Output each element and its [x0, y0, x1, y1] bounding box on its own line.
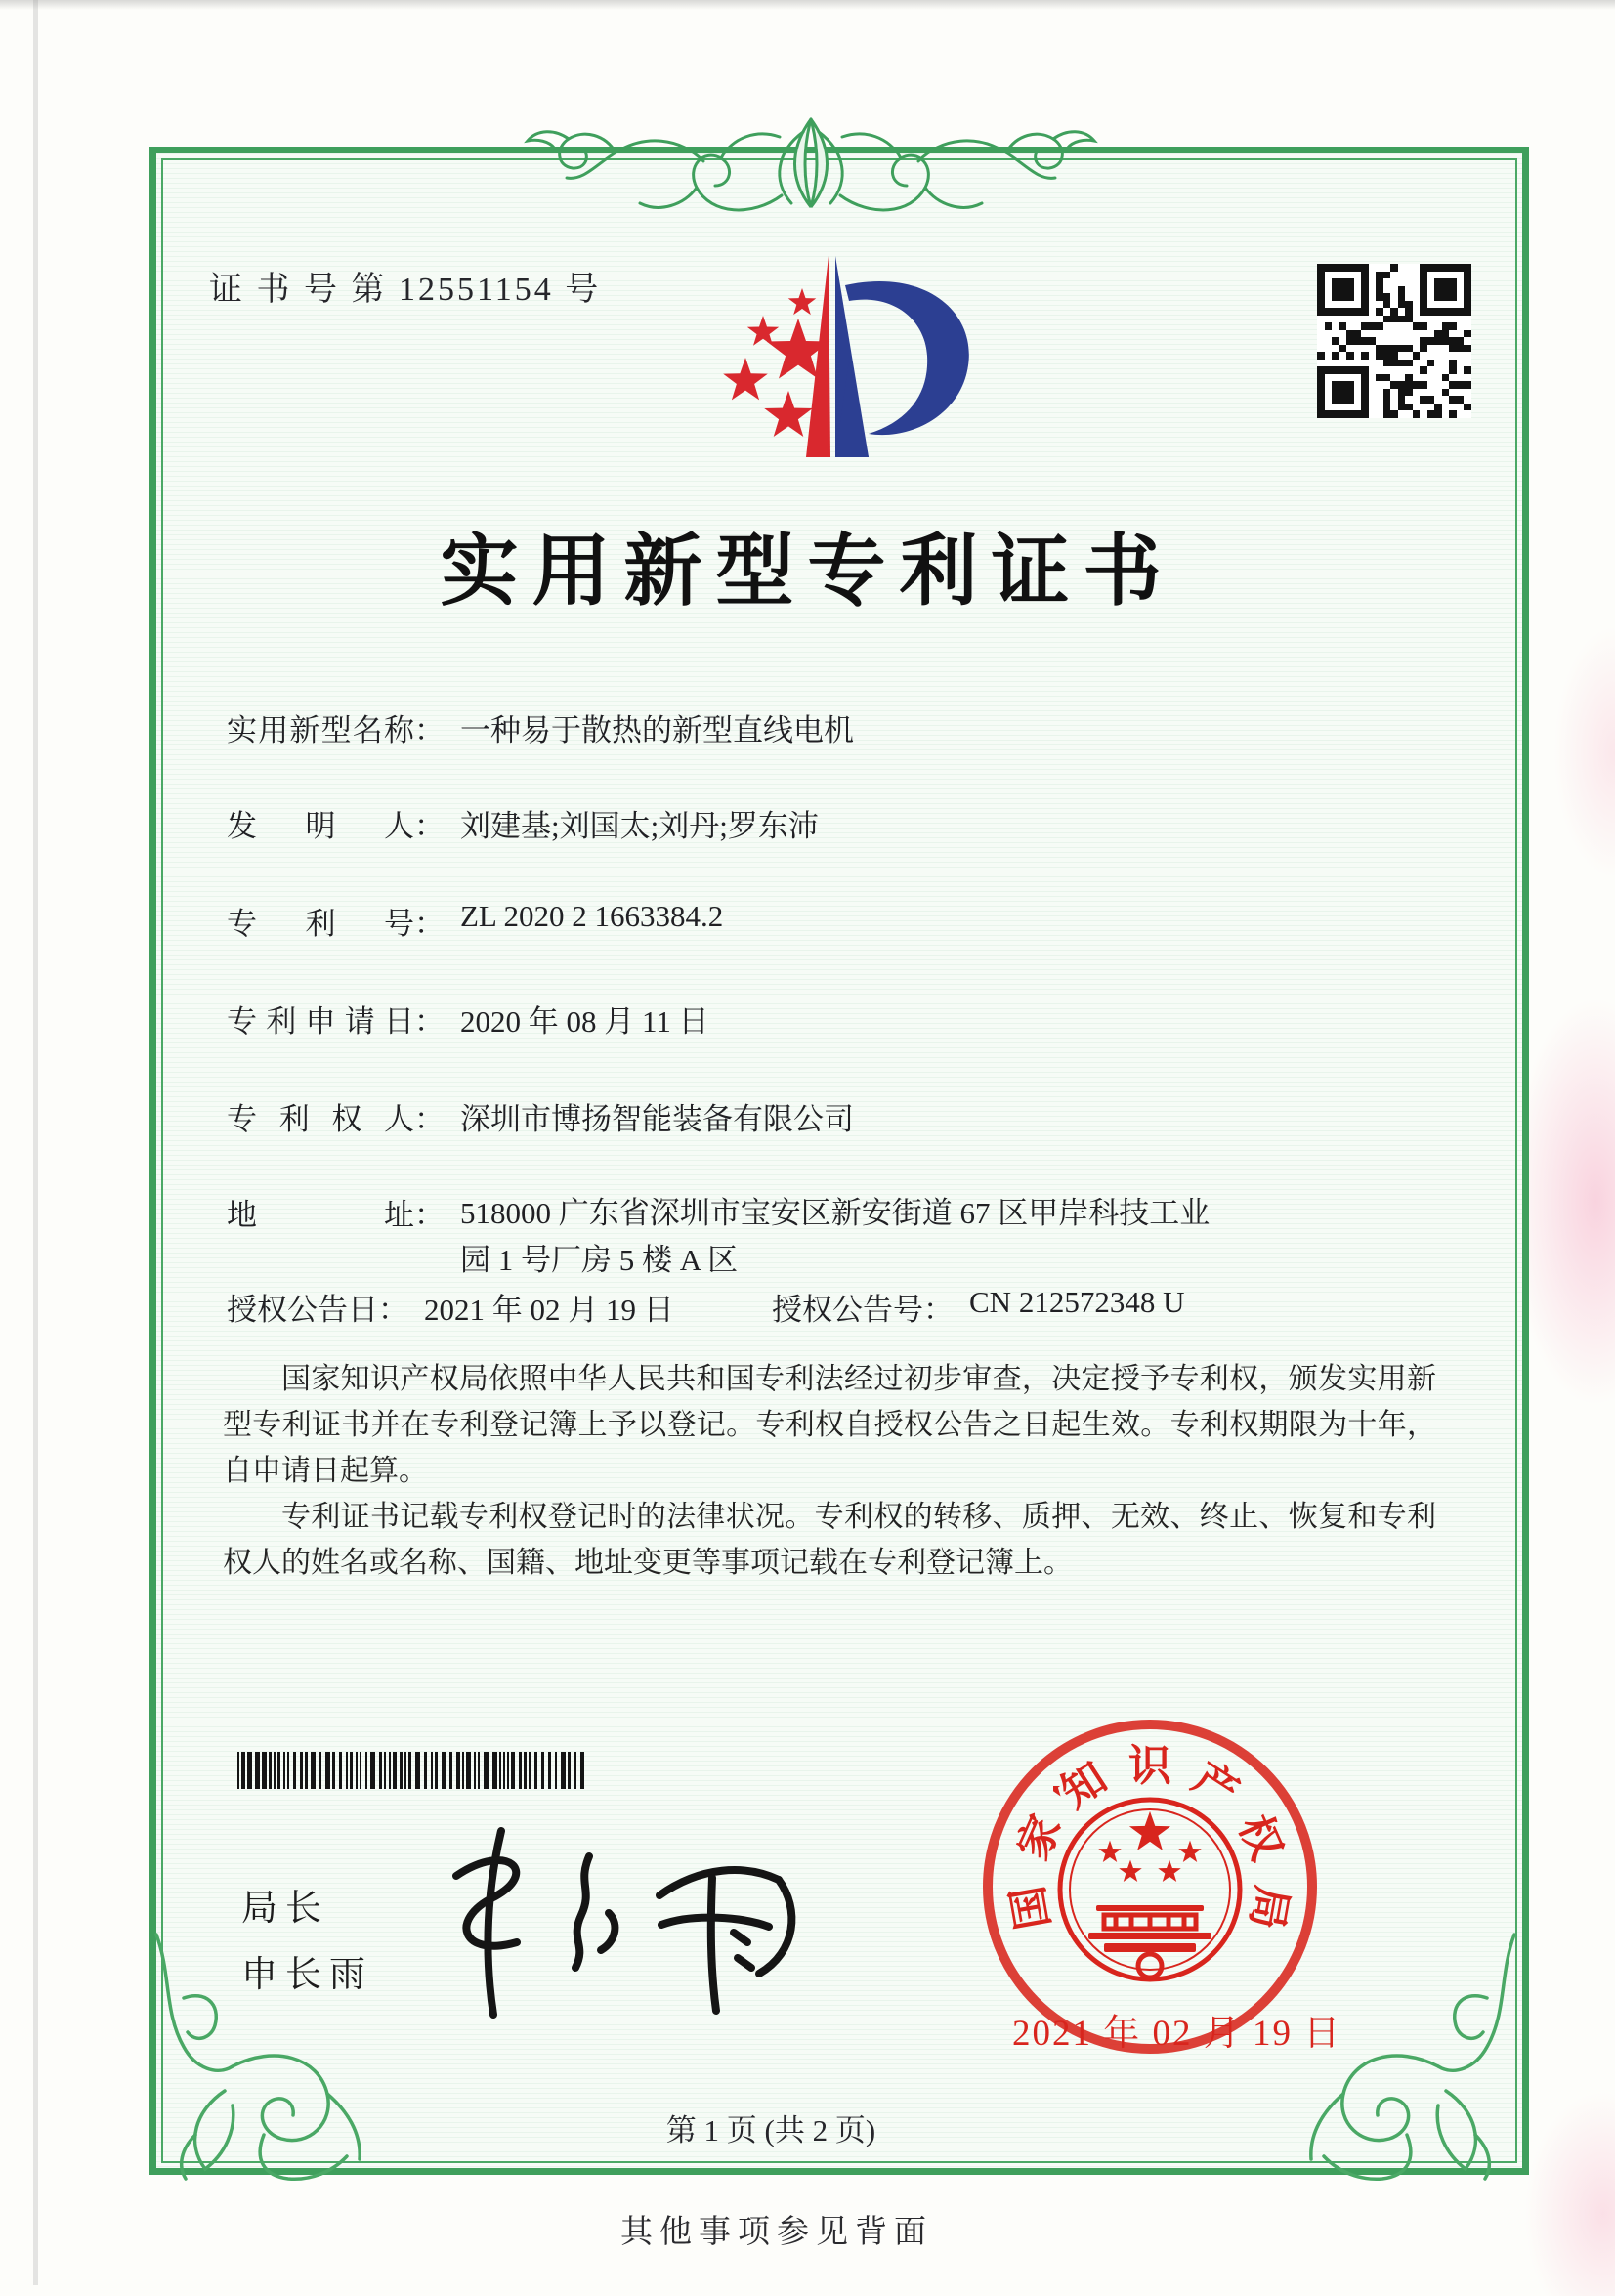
seal-ring-char: 家 — [1008, 1807, 1071, 1867]
field-utility-model-name — [227, 705, 854, 749]
field-value — [460, 1190, 1466, 1284]
colon: ： — [378, 1293, 408, 1327]
seal-ring-char: 权 — [1229, 1807, 1292, 1867]
certificate-number: 证 书 号 第 12551154 号 — [209, 272, 602, 308]
colon: ： — [414, 1004, 445, 1039]
colon: ： — [414, 713, 445, 747]
field-value: 2020 年 08 月 11 日 — [460, 1004, 709, 1039]
field-patentee — [227, 1094, 854, 1138]
legal-text-block — [223, 1356, 1436, 1586]
back-side-note: 其他事项参见背面 — [620, 2215, 933, 2250]
colon: ： — [414, 1102, 445, 1136]
field-value: ZL 2020 2 1663384.2 — [460, 899, 724, 933]
qr-code — [1317, 264, 1471, 418]
signer-name: 申长雨 — [241, 1955, 373, 1995]
field-label: 专利申请日 — [227, 1004, 414, 1039]
seal-date: 2021 年 02 月 19 日 — [1012, 2014, 1342, 2054]
pink-scan-smudge — [1553, 625, 1615, 879]
field-value: 深圳市博扬智能装备有限公司 — [460, 1102, 854, 1136]
colon: ： — [414, 809, 445, 843]
scan-edge-shadow — [0, 0, 1615, 10]
national-emblem-icon — [1053, 1786, 1247, 1993]
seal-ring-char: 识 — [1128, 1742, 1171, 1790]
field-value: 一种易于散热的新型直线电机 — [460, 713, 854, 747]
field-label: 地址 — [227, 1198, 414, 1232]
colon: ： — [923, 1293, 954, 1327]
field-filing-date — [227, 997, 709, 1041]
seal-ring-char: 局 — [1241, 1882, 1296, 1934]
seal-ring-char: 知 — [1052, 1753, 1116, 1817]
colon: ： — [414, 1198, 445, 1232]
field-label: 专利号 — [227, 907, 414, 941]
legal-paragraph-1: 国家知识产权局依照中华人民共和国专利法经过初步审查，决定授予专利权，颁发实用新型专利证书并在专利登记簿上予以登记。专利权自授权公告之日起生效。专利权期限为十年，自申请日起算。 — [223, 1363, 1436, 1487]
seal-ring-char: 国 — [1003, 1882, 1059, 1934]
field-label: 授权公告日 — [227, 1293, 378, 1327]
colon: ： — [414, 907, 445, 941]
field-value: CN 212572348 U — [969, 1285, 1185, 1319]
legal-paragraph-2: 专利证书记载专利权登记时的法律状况。专利权的转移、质押、无效、终止、恢复和专利权人的姓名或名称、国籍、地址变更等事项记载在专利登记簿上。 — [223, 1501, 1436, 1579]
field-label: 专利权人 — [227, 1102, 414, 1136]
address-line2: 园 1 号厂房 5 楼 A 区 — [460, 1243, 739, 1277]
field-label: 授权公告号 — [772, 1293, 923, 1327]
field-label: 实用新型名称 — [227, 713, 414, 747]
page-number: 第 1 页 (共 2 页) — [665, 2113, 876, 2147]
field-patent-number — [227, 899, 723, 943]
field-value: 2021 年 02 月 19 日 — [424, 1293, 674, 1327]
field-inventors — [227, 801, 819, 845]
signer-title: 局长 — [241, 1889, 329, 1929]
field-label: 发明人 — [227, 809, 414, 843]
cnipa-logo-icon — [677, 242, 982, 475]
director-signature-icon — [415, 1819, 904, 2029]
certificate-title: 实用新型专利证书 — [440, 530, 1175, 616]
field-grant-number — [772, 1285, 1184, 1329]
field-value: 刘建基;刘国太;刘丹;罗东沛 — [460, 809, 819, 843]
scan-edge-line — [33, 0, 38, 2285]
address-line1: 518000 广东省深圳市宝安区新安街道 67 区甲岸科技工业 — [460, 1196, 1211, 1230]
field-address — [227, 1190, 1466, 1284]
barcode — [237, 1752, 587, 1789]
seal-ring-char: 产 — [1184, 1753, 1248, 1817]
field-grant-row — [227, 1285, 1185, 1329]
